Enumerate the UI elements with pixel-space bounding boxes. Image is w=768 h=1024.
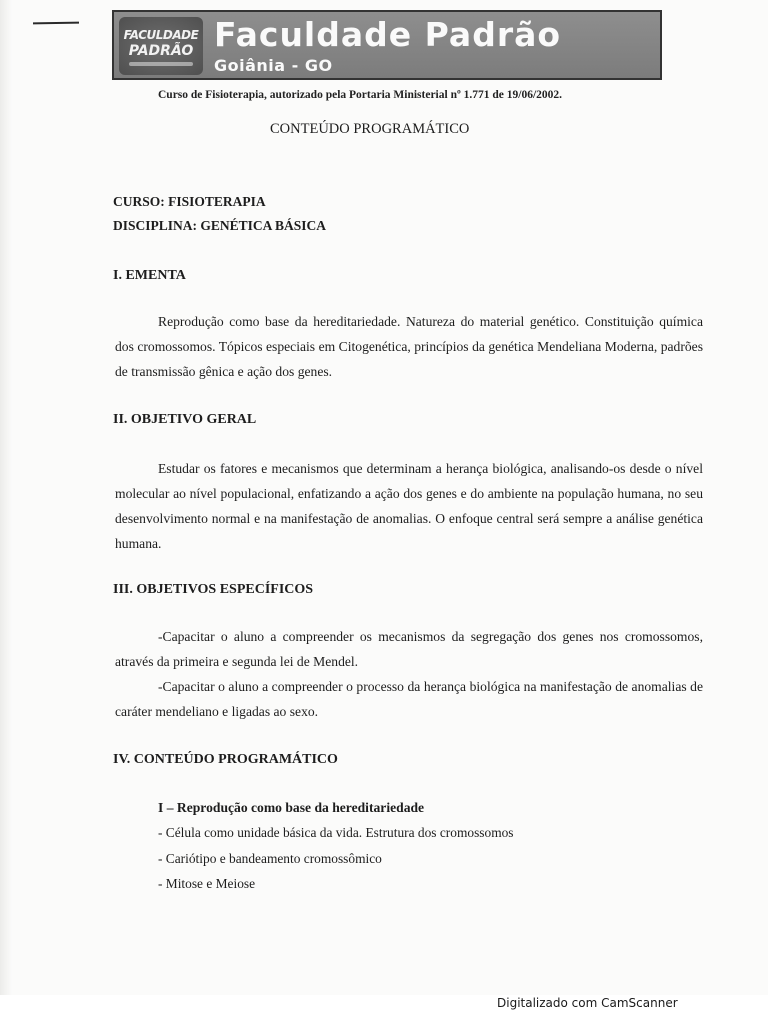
- authorization-note: Curso de Fisioterapia, autorizado pela Portaria Ministerial nº 1.771 de 19/06/2002.: [158, 89, 563, 101]
- ementa-paragraph: Reprodução como base da hereditariedade. Natureza do material genético. Constituição química dos cromossomos. Tópicos especiais em Citogenética, princípios da genética Mendeliana Moderna, padrões de transmissão gênica e ação dos genes.: [115, 314, 703, 379]
- logo-text-bottom: PADRÃO: [128, 43, 194, 59]
- logo-swoosh: [129, 62, 193, 66]
- logo-text-top: FACULDADE: [123, 28, 199, 42]
- institution-logo: [119, 17, 203, 75]
- section-title-objetivos-especificos: III. OBJETIVOS ESPECÍFICOS: [113, 582, 314, 597]
- section-title-objetivo-geral: II. OBJETIVO GERAL: [113, 412, 257, 427]
- section-title-ementa: I. EMENTA: [113, 268, 186, 283]
- page-edge-shadow: [0, 0, 12, 995]
- unit-list-item: - Célula como unidade básica da vida. Estrutura dos cromossomos: [158, 825, 514, 840]
- scanner-watermark: Digitalizado com CamScanner: [497, 996, 678, 1010]
- objetivo-especifico-item: -Capacitar o aluno a compreender os mecanismos da segregação dos genes nos cromossomos, através da primeira e segunda lei de Mendel.: [115, 629, 703, 669]
- pen-mark: [33, 22, 79, 25]
- institution-city: Goiânia - GO: [214, 56, 333, 75]
- unit-title: I – Reprodução como base da hereditariedade: [158, 800, 425, 815]
- objetivo-geral-paragraph: Estudar os fatores e mecanismos que determinam a herança biológica, analisando-os desde o nível molecular ao nível populacional, enfatizando a ação dos genes e do ambiente na população humana, no seu desenvolvimento normal e na manifestação de anomalias. O enfoque central será sempre a análise genética humana.: [115, 461, 703, 551]
- document-heading: CONTEÚDO PROGRAMÁTICO: [270, 121, 470, 137]
- institution-name: Faculdade Padrão: [214, 15, 562, 54]
- unit-list-item: - Cariótipo e bandeamento cromossômico: [158, 851, 382, 866]
- discipline-line: DISCIPLINA: GENÉTICA BÁSICA: [113, 218, 327, 233]
- objetivo-especifico-item: -Capacitar o aluno a compreender o processo da herança biológica na manifestação de anomalias de caráter mendeliano e ligadas ao sexo.: [115, 679, 703, 719]
- section-title-conteudo: IV. CONTEÚDO PROGRAMÁTICO: [113, 752, 338, 767]
- institution-banner: [112, 10, 662, 80]
- course-line: CURSO: FISIOTERAPIA: [113, 194, 266, 209]
- unit-list-item: - Mitose e Meiose: [158, 876, 256, 891]
